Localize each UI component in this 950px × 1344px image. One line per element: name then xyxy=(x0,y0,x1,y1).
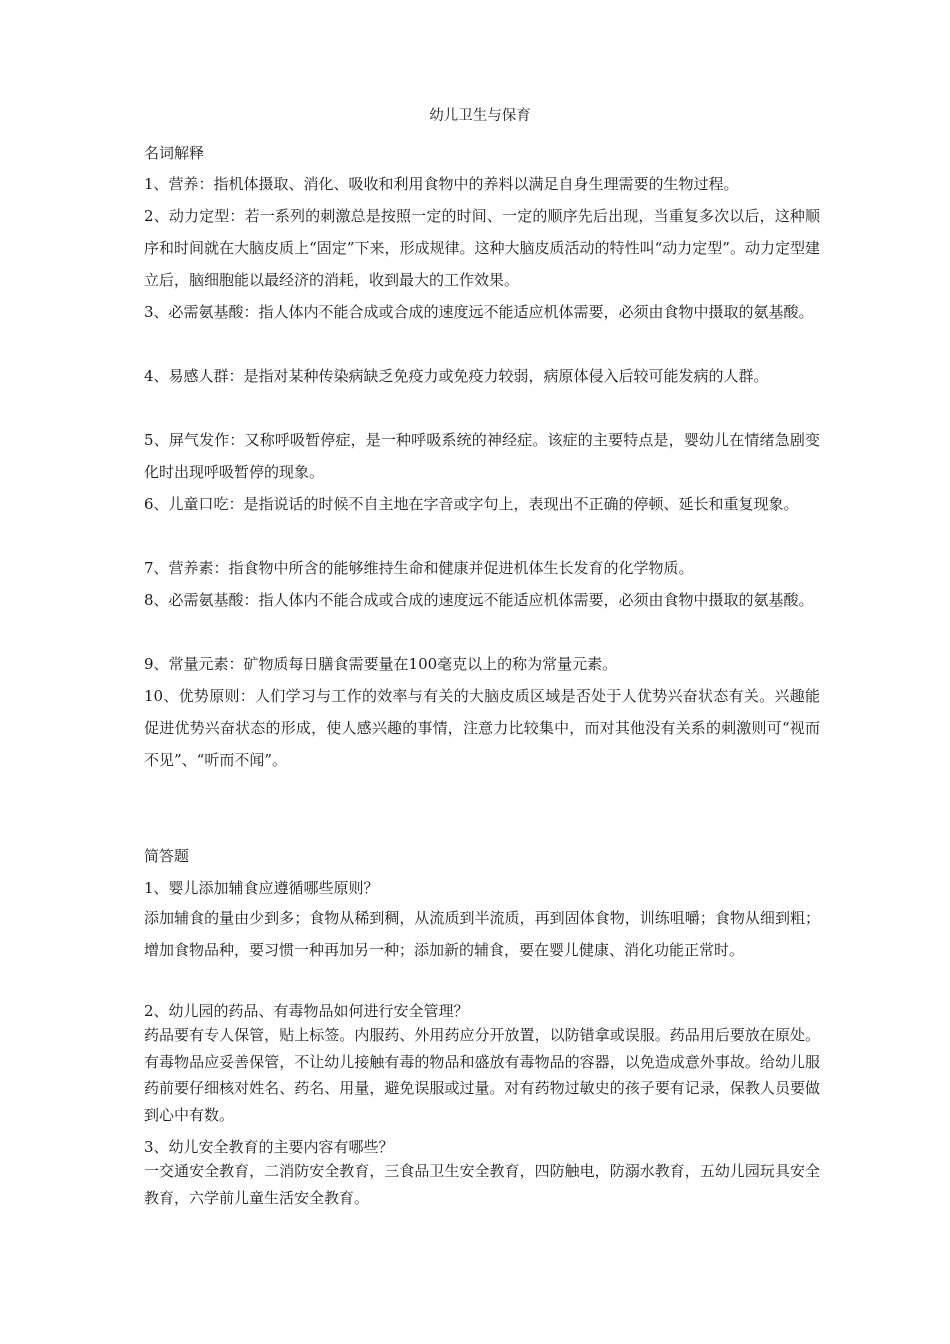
answer-2: 药品要有专人保管，贴上标签。内服药、外用药应分开放置，以防错拿或误服。药品用后要放在原处。有毒物品应妥善保管，不让幼儿接触有毒的物品和盛放有毒物品的容器，以免造成意外事故。给幼儿服药前要仔细核对姓名、药名、用量，避免误服或过量。对有药物过敏史的孩子要有记录，保教人员要做到心中有数。 xyxy=(144,1026,820,1124)
answer-1: 添加辅食的量由少到多；食物从稀到稠，从流质到半流质，再到固体食物，训练咀嚼；食物从细到粗；增加食物品种，要习惯一种再加另一种；添加新的辅食，要在婴儿健康、消化功能正常时。 xyxy=(144,909,820,959)
answer-3: 一交通安全教育，二消防安全教育，三食品卫生安全教育，四防触电，防溺水教育，五幼儿园玩具安全教育，六学前儿童生活安全教育。 xyxy=(144,1162,820,1207)
definition-item: 1、营养：指机体摄取、消化、吸收和利用食物中的养料以满足自身生理需要的生物过程。 xyxy=(144,175,739,193)
definition-item: 4、易感人群：是指对某种传染病缺乏免疫力或免疫力较弱，病原体侵入后较可能发病的人群。 xyxy=(144,367,769,385)
section-heading-short-answer: 简答题 xyxy=(144,847,190,865)
definition-item: 2、动力定型：若一系列的刺激总是按照一定的时间、一定的顺序先后出现，当重复多次以后，这种顺序和时间就在大脑皮质上“固定”下来，形成规律。这种大脑皮质活动的特性叫“动力定型”。动力定型建立后，脑细胞能以最经济的消耗，收到最大的工作效果。 xyxy=(144,207,820,289)
question-2: 2、幼儿园的药品、有毒物品如何进行安全管理？ xyxy=(144,1002,469,1020)
question-1: 1、婴儿添加辅食应遵循哪些原则？ xyxy=(144,879,379,897)
question-3: 3、幼儿安全教育的主要内容有哪些？ xyxy=(144,1138,394,1156)
definition-item: 8、必需氨基酸：指人体内不能合成或合成的速度远不能适应机体需要，必须由食物中摄取的氨基酸。 xyxy=(144,591,814,609)
definition-item: 10、优势原则：人们学习与工作的效率与有关的大脑皮质区域是否处于人优势兴奋状态有关。兴趣能促进优势兴奋状态的形成，使人感兴趣的事情，注意力比较集中，而对其他没有关系的刺激则可“视而不见”、“听而不闻”。 xyxy=(144,687,820,769)
document-title: 幼儿卫生与保育 xyxy=(429,108,531,124)
definition-item: 5、屏气发作：又称呼吸暂停症，是一种呼吸系统的神经症。该症的主要特点是，婴幼儿在情绪急剧变化时出现呼吸暂停的现象。 xyxy=(144,431,820,481)
section-heading-definitions: 名词解释 xyxy=(144,144,205,162)
definition-item: 7、营养素：指食物中所含的能够维持生命和健康并促进机体生长发育的化学物质。 xyxy=(144,559,694,577)
definition-item: 9、常量元素：矿物质每日膳食需要量在100毫克以上的称为常量元素。 xyxy=(144,655,618,673)
definition-item: 6、儿童口吃：是指说话的时候不自主地在字音或字句上，表现出不正确的停顿、延长和重复现象。 xyxy=(144,495,799,513)
definition-item: 3、必需氨基酸：指人体内不能合成或合成的速度远不能适应机体需要，必须由食物中摄取的氨基酸。 xyxy=(144,303,814,321)
